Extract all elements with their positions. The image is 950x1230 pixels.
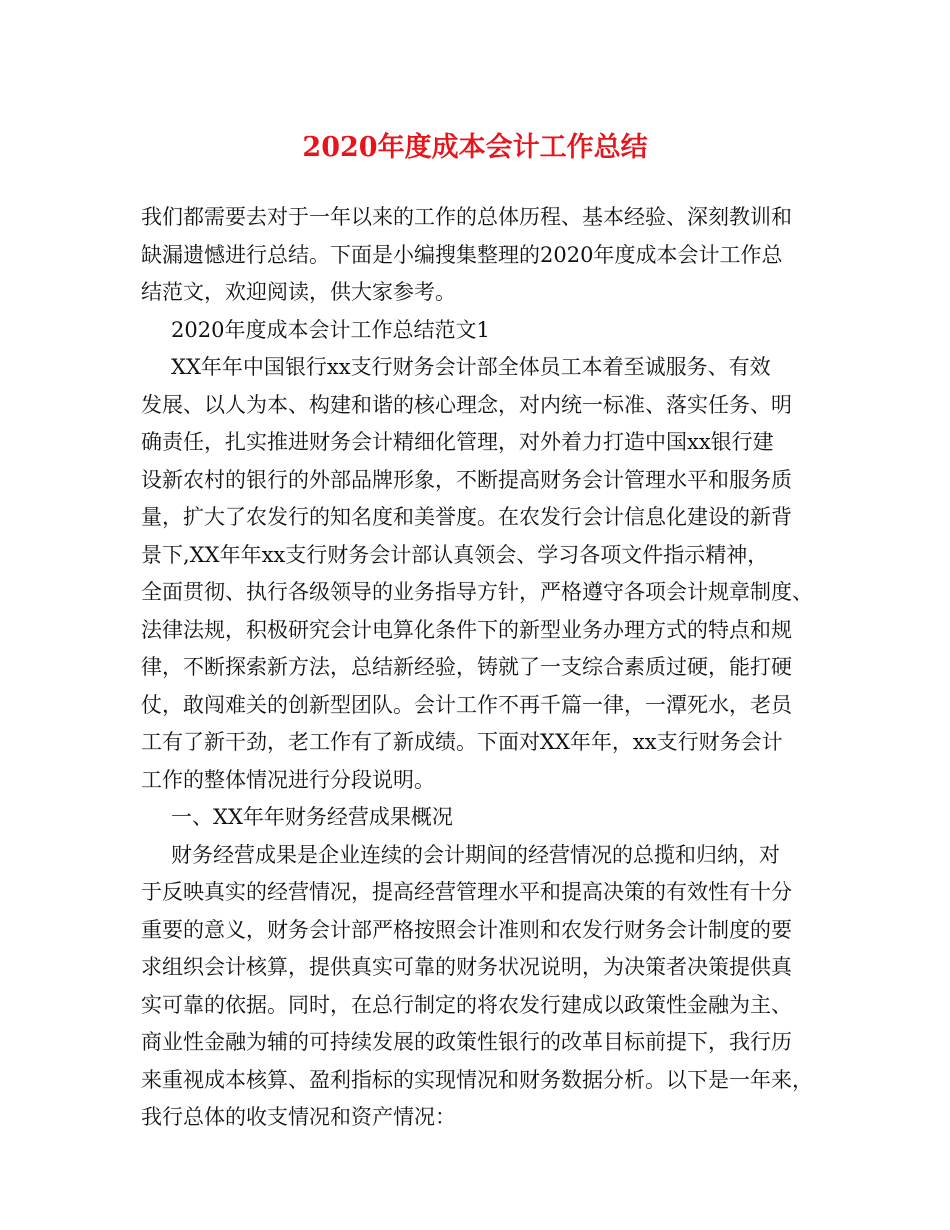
document-title: 2020年度成本会计工作总结 xyxy=(302,132,648,163)
paragraph-line: 工作的整体情况进行分段说明。 xyxy=(141,767,435,792)
paragraph-line: 律，不断探索新方法，总结新经验，铸就了一支综合素质过硬，能打硬 xyxy=(141,655,792,679)
paragraph-line: 法律法规，积极研究会计电算化条件下的新型业务办理方式的特点和规 xyxy=(141,617,792,642)
paragraph-line: XX年年中国银行xx支行财务会计部全体员工本着至诚服务、有效 xyxy=(171,355,771,379)
paragraph-line: 实可靠的依据。同时，在总行制定的将农发行建成以政策性金融为主、 xyxy=(141,992,792,1017)
document-body xyxy=(141,199,821,1137)
paragraph-line: 求组织会计核算，提供真实可靠的财务状况说明，为决策者决策提供真 xyxy=(141,955,792,979)
paragraph-line: 于反映真实的经营情况，提高经营管理水平和提高决策的有效性有十分 xyxy=(141,880,792,904)
paragraph-line: 缺漏遗憾进行总结。下面是小编搜集整理的2020年度成本会计工作总 xyxy=(141,242,783,267)
paragraph-line: 发展、以人为本、构建和谐的核心理念，对内统一标准、落实任务、明 xyxy=(141,392,792,417)
paragraph-line: 我行总体的收支情况和资产情况： xyxy=(141,1105,456,1129)
paragraph-line: 确责任，扎实推进财务会计精细化管理，对外着力打造中国xx银行建 xyxy=(141,430,774,454)
section-heading: 一、XX年年财务经营成果概况 xyxy=(171,805,453,829)
paragraph-line: 设新农村的银行的外部品牌形象，不断提高财务会计管理水平和服务质 xyxy=(141,467,792,492)
section-heading: 2020年度成本会计工作总结范文1 xyxy=(171,317,490,342)
paragraph-line: 重要的意义，财务会计部严格按照会计准则和农发行财务会计制度的要 xyxy=(141,917,792,942)
paragraph-line: 量，扩大了农发行的知名度和美誉度。在农发行会计信息化建设的新背 xyxy=(141,505,792,529)
paragraph-line: 全面贯彻、执行各级领导的业务指导方针，严格遵守各项会计规章制度、 xyxy=(141,580,813,604)
paragraph-line: 我们都需要去对于一年以来的工作的总体历程、基本经验、深刻教训和 xyxy=(141,205,792,229)
paragraph-line: 结范文，欢迎阅读，供大家参考。 xyxy=(141,280,456,304)
paragraph-line: 财务经营成果是企业连续的会计期间的经营情况的总揽和归纳，对 xyxy=(171,842,780,867)
paragraph-line: 景下,XX年年xx支行财务会计部认真领会、学习各项文件指示精神， xyxy=(141,542,769,567)
paragraph-line: 工有了新干劲，老工作有了新成绩。下面对XX年年，xx支行财务会计 xyxy=(141,730,783,754)
paragraph-line: 仗，敢闯难关的创新型团队。会计工作不再千篇一律，一潭死水，老员 xyxy=(141,692,792,717)
paragraph-line: 商业性金融为辅的可持续发展的政策性银行的改革目标前提下，我行历 xyxy=(141,1030,792,1054)
paragraph-line: 来重视成本核算、盈利指标的实现情况和财务数据分析。以下是一年来， xyxy=(141,1067,813,1092)
